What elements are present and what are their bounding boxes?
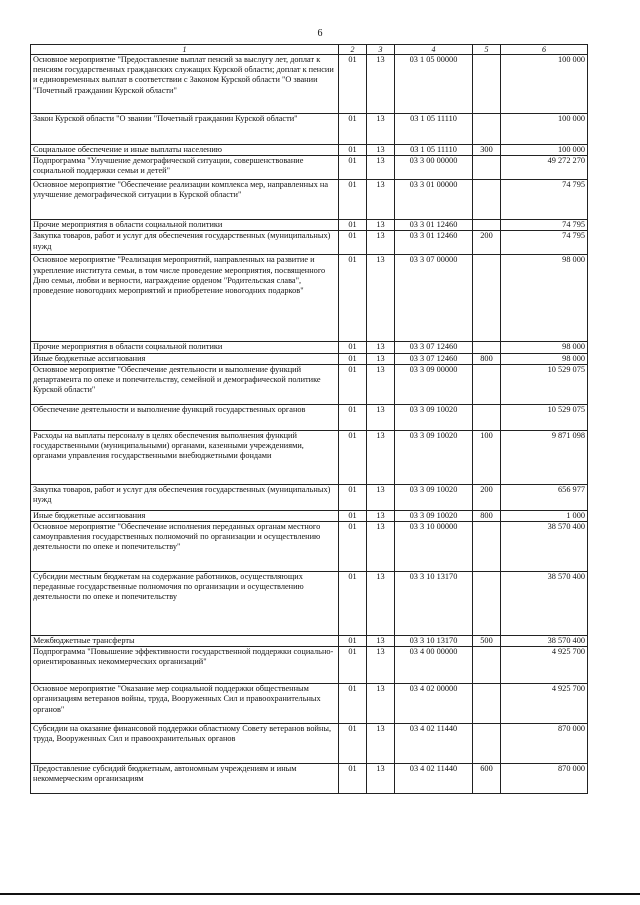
header-row: [31, 45, 588, 55]
row-target-code: 03 3 01 00000: [395, 180, 473, 220]
row-expense-type: 600: [473, 764, 501, 794]
page-number: 6: [317, 28, 323, 39]
row-name: Основное мероприятие "Обеспечение реализации комплекса мер, направленных на улучшение демографической ситуации в Курской области": [31, 180, 339, 220]
row-expense-type: 500: [473, 636, 501, 647]
row-target-code: 03 3 01 12460: [395, 220, 473, 231]
budget-table: [30, 44, 588, 794]
header-col-6: 6: [501, 45, 588, 55]
row-amount: 4 925 700: [501, 684, 588, 724]
row-target-code: 03 3 07 12460: [395, 342, 473, 353]
row-amount: 10 529 075: [501, 404, 588, 430]
row-name: Подпрограмма "Улучшение демографической ситуации, совершенствование социальной поддержки семьи и детей": [31, 156, 339, 180]
header-col-5: 5: [473, 45, 501, 55]
row-c2: 01: [339, 764, 367, 794]
row-expense-type: 100: [473, 430, 501, 484]
row-c2: 01: [339, 430, 367, 484]
row-expense-type: [473, 404, 501, 430]
row-c2: 01: [339, 55, 367, 114]
row-expense-type: [473, 342, 501, 353]
table-row: [31, 764, 588, 794]
row-name: Предоставление субсидий бюджетным, автономным учреждениям и иным некоммерческим организациям: [31, 764, 339, 794]
table-row: [31, 180, 588, 220]
row-expense-type: [473, 522, 501, 572]
row-name: Социальное обеспечение и иные выплаты населению: [31, 145, 339, 156]
row-name: Основное мероприятие "Реализация мероприятий, направленных на развитие и укрепление института семьи, в том числе проведение мероприятия, посвященного Дню семьи, любви и верности, награждение орденом "Родительская слава", проведение новогодних мероприятий и приобретение новогодних подарков": [31, 255, 339, 342]
row-target-code: 03 3 09 10020: [395, 484, 473, 510]
row-expense-type: 200: [473, 484, 501, 510]
row-target-code: 03 1 05 00000: [395, 55, 473, 114]
row-amount: 656 977: [501, 484, 588, 510]
row-name: Основное мероприятие "Обеспечение деятельности и выполнение функций департамента по опеке и попечительству, семейной и демографической политике Курской области": [31, 364, 339, 404]
header-col-4: 4: [395, 45, 473, 55]
row-name: Обеспечение деятельности и выполнение функций государственных органов: [31, 404, 339, 430]
row-c3: 13: [367, 430, 395, 484]
row-amount: 4 925 700: [501, 647, 588, 684]
row-target-code: 03 3 10 13170: [395, 636, 473, 647]
table-row: [31, 255, 588, 342]
row-c3: 13: [367, 572, 395, 636]
row-c3: 13: [367, 484, 395, 510]
row-c2: 01: [339, 342, 367, 353]
row-amount: 100 000: [501, 114, 588, 145]
row-c3: 13: [367, 220, 395, 231]
row-c3: 13: [367, 636, 395, 647]
row-c3: 13: [367, 724, 395, 764]
row-target-code: 03 4 02 11440: [395, 724, 473, 764]
row-expense-type: [473, 364, 501, 404]
row-name: Прочие мероприятия в области социальной политики: [31, 342, 339, 353]
row-expense-type: [473, 572, 501, 636]
row-name: Закупка товаров, работ и услуг для обеспечения государственных (муниципальных) нужд: [31, 484, 339, 510]
row-target-code: 03 3 10 00000: [395, 522, 473, 572]
row-c3: 13: [367, 55, 395, 114]
row-target-code: 03 4 00 00000: [395, 647, 473, 684]
row-c2: 01: [339, 180, 367, 220]
row-c3: 13: [367, 647, 395, 684]
row-amount: 10 529 075: [501, 364, 588, 404]
bottom-divider: [0, 893, 640, 895]
row-name: Закон Курской области "О звании "Почетный гражданин Курской области": [31, 114, 339, 145]
row-expense-type: [473, 684, 501, 724]
table-row: [31, 522, 588, 572]
table-row: [31, 145, 588, 156]
row-target-code: 03 1 05 11110: [395, 114, 473, 145]
row-expense-type: 300: [473, 145, 501, 156]
row-target-code: 03 3 01 12460: [395, 231, 473, 255]
row-amount: 49 272 270: [501, 156, 588, 180]
row-target-code: 03 3 09 00000: [395, 364, 473, 404]
table-row: [31, 220, 588, 231]
row-name: Расходы на выплаты персоналу в целях обеспечения выполнения функций государственными (муниципальными) органами, казенными учреждениями, органами управления государственными внебюджетными фондами: [31, 430, 339, 484]
row-amount: 9 871 098: [501, 430, 588, 484]
row-name: Основное мероприятие "Обеспечение исполнения переданных органам местного самоуправления государственных полномочий по организации и осуществлению деятельности по опеке и попечительству": [31, 522, 339, 572]
header-col-3: 3: [367, 45, 395, 55]
table-row: [31, 55, 588, 114]
row-name: Основное мероприятие "Предоставление выплат пенсий за выслугу лет, доплат к пенсиям государственных гражданских служащих Курской области; доплат к пенсии и единовременных выплат в соответствии с Законом Курской области "О звании "Почетный гражданин Курской области": [31, 55, 339, 114]
header-col-2: 2: [339, 45, 367, 55]
row-c3: 13: [367, 255, 395, 342]
table-row: [31, 114, 588, 145]
table-row: [31, 484, 588, 510]
row-amount: 38 570 400: [501, 636, 588, 647]
row-c3: 13: [367, 180, 395, 220]
table-row: [31, 364, 588, 404]
row-amount: 74 795: [501, 220, 588, 231]
row-c2: 01: [339, 255, 367, 342]
row-c2: 01: [339, 724, 367, 764]
row-target-code: 03 3 07 00000: [395, 255, 473, 342]
row-c3: 13: [367, 342, 395, 353]
row-name: Прочие мероприятия в области социальной политики: [31, 220, 339, 231]
row-name: Субсидии местным бюджетам на содержание работников, осуществляющих переданные государственные полномочия по организации и осуществлению деятельности по опеке и попечительству: [31, 572, 339, 636]
row-target-code: 03 4 02 11440: [395, 764, 473, 794]
row-target-code: 03 3 07 12460: [395, 353, 473, 364]
table-row: [31, 342, 588, 353]
row-c3: 13: [367, 684, 395, 724]
row-target-code: 03 3 10 13170: [395, 572, 473, 636]
table-row: [31, 647, 588, 684]
row-amount: 38 570 400: [501, 572, 588, 636]
row-expense-type: [473, 55, 501, 114]
row-amount: 98 000: [501, 353, 588, 364]
row-expense-type: [473, 255, 501, 342]
row-name: Межбюджетные трансферты: [31, 636, 339, 647]
row-c3: 13: [367, 231, 395, 255]
row-amount: 74 795: [501, 180, 588, 220]
row-expense-type: [473, 220, 501, 231]
row-expense-type: [473, 156, 501, 180]
table-body: [31, 55, 588, 794]
row-expense-type: 800: [473, 510, 501, 521]
table-row: [31, 231, 588, 255]
row-name: Иные бюджетные ассигнования: [31, 510, 339, 521]
row-target-code: 03 3 09 10020: [395, 404, 473, 430]
row-amount: 870 000: [501, 764, 588, 794]
row-target-code: 03 1 05 11110: [395, 145, 473, 156]
row-c3: 13: [367, 114, 395, 145]
row-expense-type: [473, 724, 501, 764]
row-c2: 01: [339, 522, 367, 572]
row-amount: 100 000: [501, 145, 588, 156]
row-c3: 13: [367, 510, 395, 521]
row-expense-type: [473, 180, 501, 220]
row-target-code: 03 3 00 00000: [395, 156, 473, 180]
row-name: Закупка товаров, работ и услуг для обеспечения государственных (муниципальных) нужд: [31, 231, 339, 255]
row-expense-type: 200: [473, 231, 501, 255]
row-expense-type: [473, 114, 501, 145]
row-c3: 13: [367, 145, 395, 156]
table-row: [31, 404, 588, 430]
row-c2: 01: [339, 404, 367, 430]
row-c2: 01: [339, 353, 367, 364]
table-row: [31, 156, 588, 180]
row-c2: 01: [339, 364, 367, 404]
row-c3: 13: [367, 156, 395, 180]
row-amount: 870 000: [501, 724, 588, 764]
row-name: Основное мероприятие "Оказание мер социальной поддержки общественным организациям ветеранов войны, труда, Вооруженных Сил и правоохранительных органов": [31, 684, 339, 724]
row-amount: 98 000: [501, 342, 588, 353]
table-row: [31, 724, 588, 764]
row-c2: 01: [339, 510, 367, 521]
row-c3: 13: [367, 522, 395, 572]
row-name: Подпрограмма "Повышение эффективности государственной поддержки социально-ориентированных некоммерческих организаций": [31, 647, 339, 684]
row-target-code: 03 4 02 00000: [395, 684, 473, 724]
row-c2: 01: [339, 484, 367, 510]
row-c2: 01: [339, 684, 367, 724]
row-c2: 01: [339, 220, 367, 231]
row-c3: 13: [367, 764, 395, 794]
row-c2: 01: [339, 572, 367, 636]
row-name: Иные бюджетные ассигнования: [31, 353, 339, 364]
row-expense-type: 800: [473, 353, 501, 364]
row-amount: 1 000: [501, 510, 588, 521]
row-c2: 01: [339, 647, 367, 684]
table-row: [31, 636, 588, 647]
table-row: [31, 572, 588, 636]
row-amount: 38 570 400: [501, 522, 588, 572]
table-row: [31, 353, 588, 364]
table-row: [31, 510, 588, 521]
table-row: [31, 684, 588, 724]
row-amount: 98 000: [501, 255, 588, 342]
row-c2: 01: [339, 145, 367, 156]
row-target-code: 03 3 09 10020: [395, 430, 473, 484]
row-c2: 01: [339, 636, 367, 647]
table-row: [31, 430, 588, 484]
header-col-1: 1: [31, 45, 339, 55]
row-target-code: 03 3 09 10020: [395, 510, 473, 521]
row-expense-type: [473, 647, 501, 684]
row-c3: 13: [367, 353, 395, 364]
row-name: Субсидии на оказание финансовой поддержки областному Совету ветеранов войны, труда, Вооруженных Сил и правоохранительных органов: [31, 724, 339, 764]
row-c2: 01: [339, 114, 367, 145]
row-c3: 13: [367, 364, 395, 404]
row-c2: 01: [339, 231, 367, 255]
row-amount: 74 795: [501, 231, 588, 255]
row-amount: 100 000: [501, 55, 588, 114]
row-c2: 01: [339, 156, 367, 180]
row-c3: 13: [367, 404, 395, 430]
